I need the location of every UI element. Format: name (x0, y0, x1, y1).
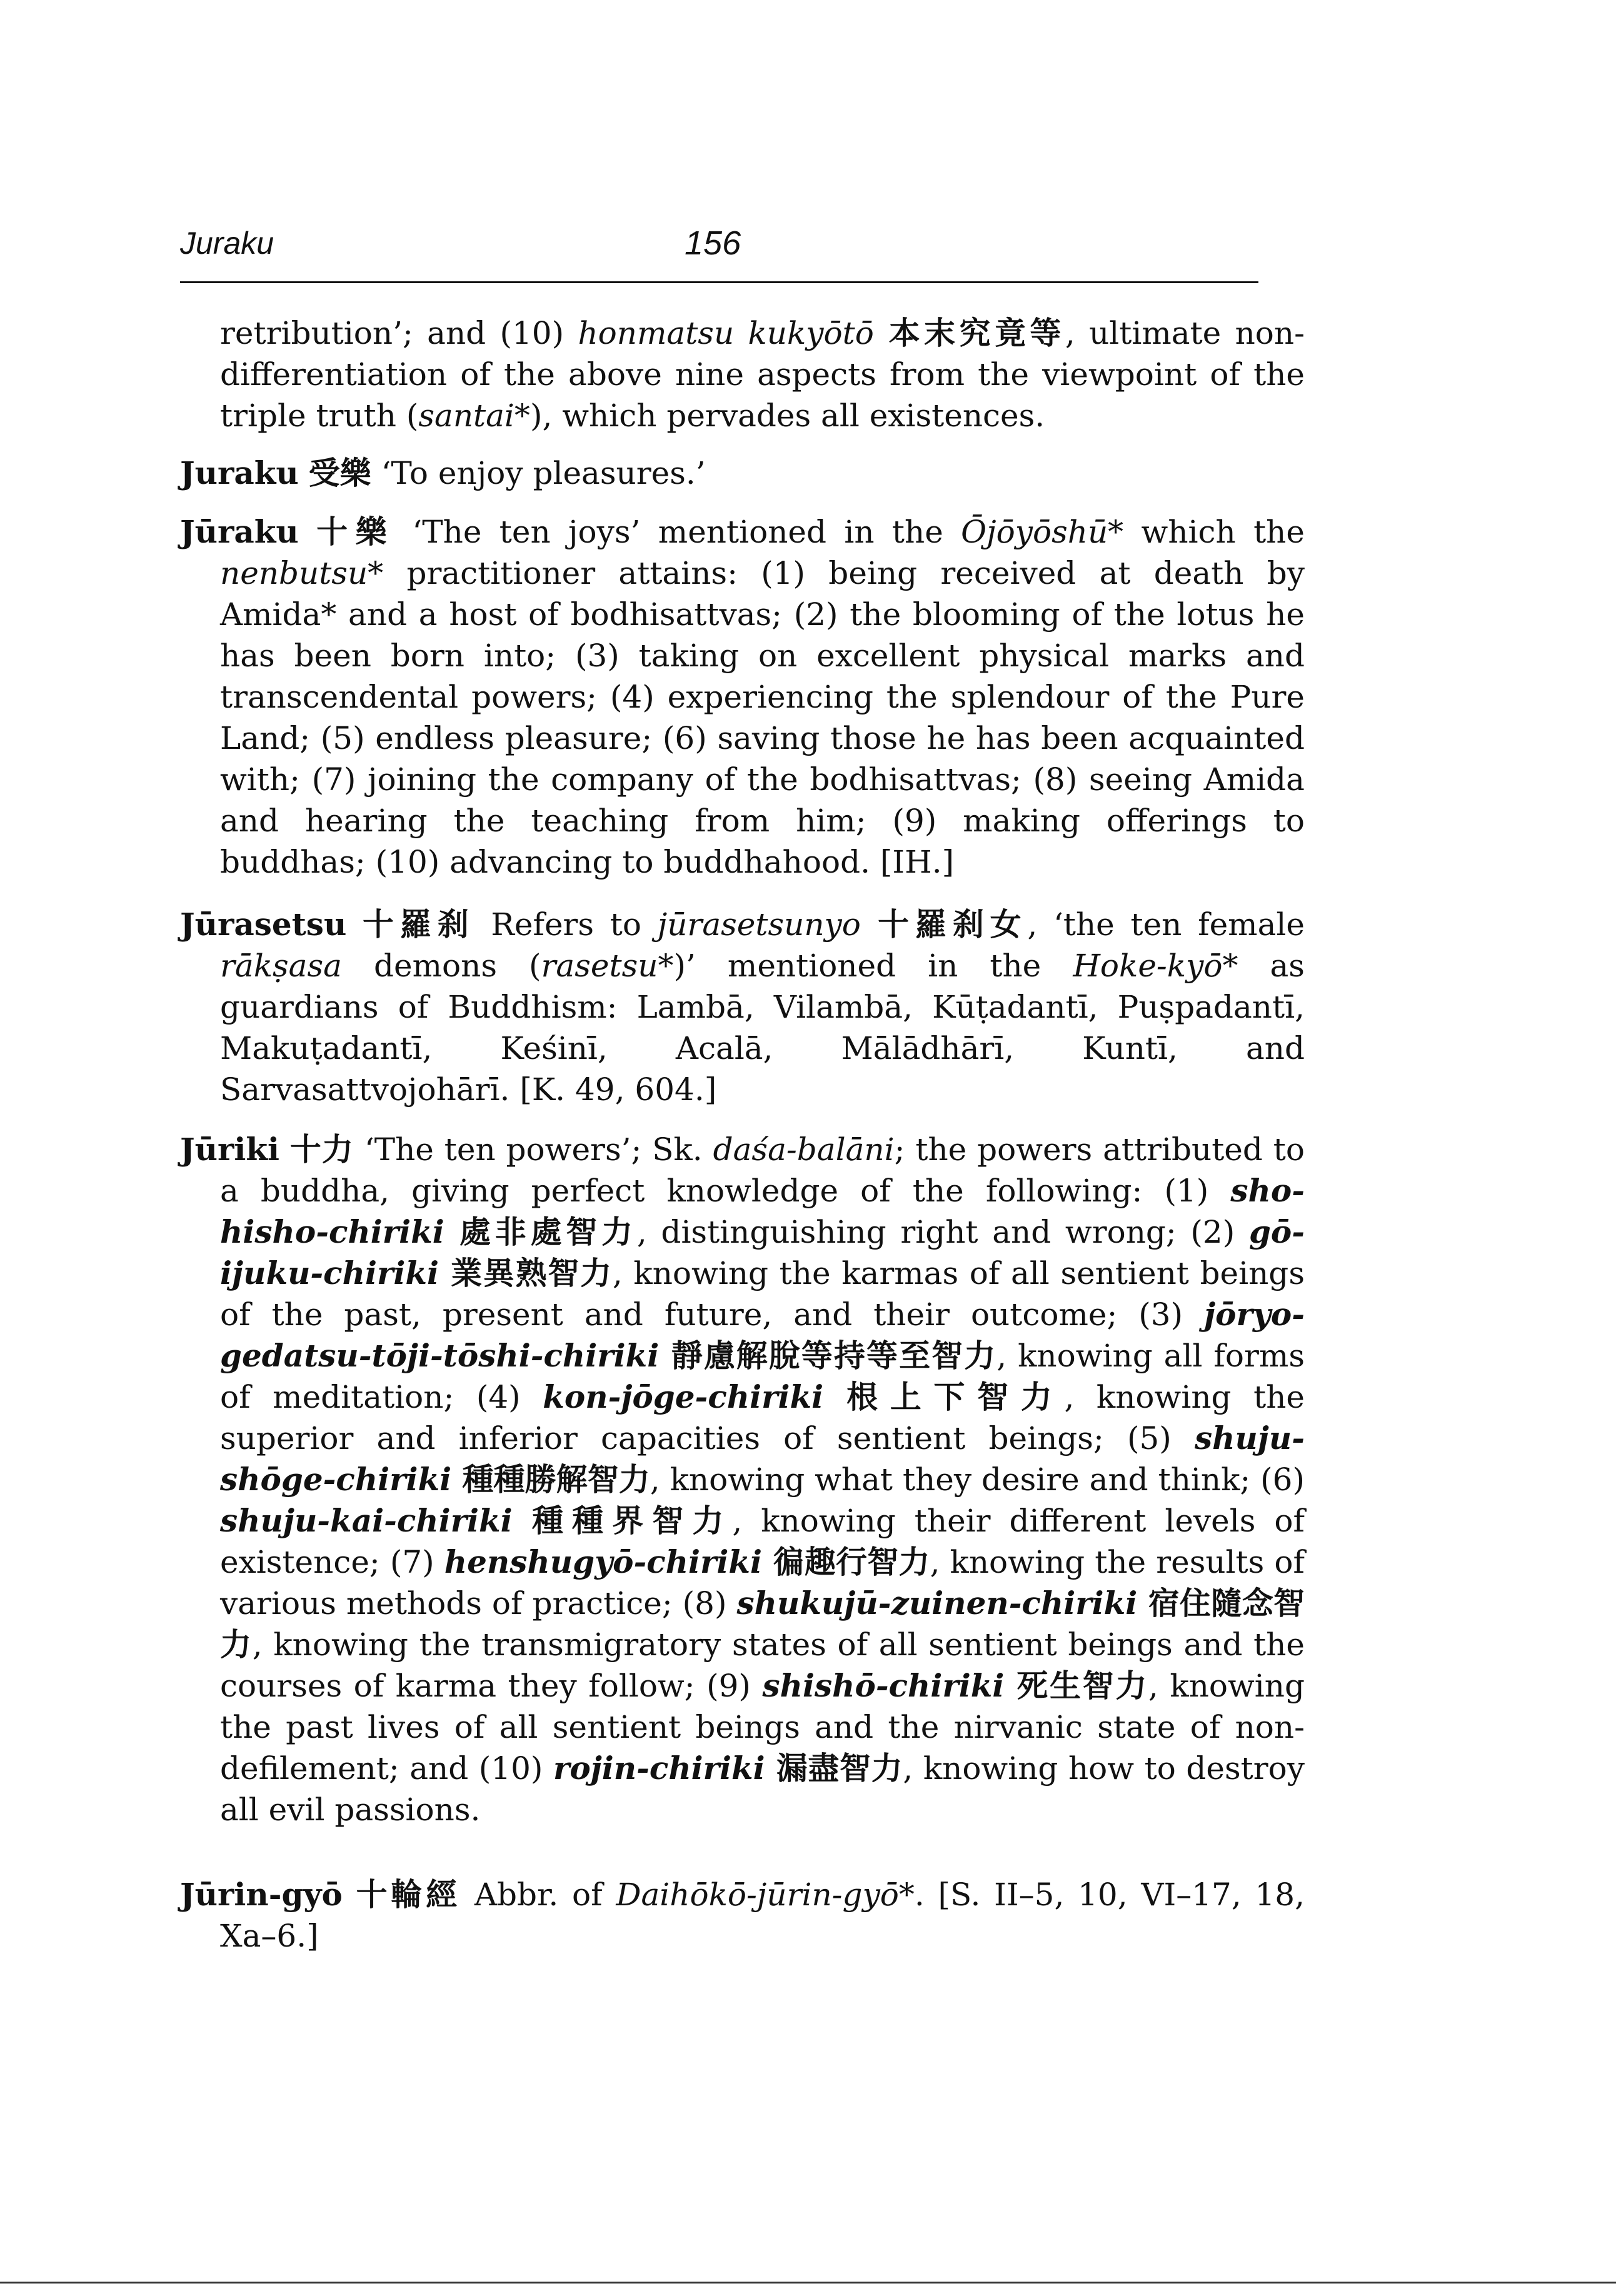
cjk-term: 本末究竟等 (873, 315, 1065, 351)
text-run: which the (1123, 514, 1305, 550)
text-run: practitioner attains: (1) being received at death by Amida* and a host of bodhisattvas; (2) the blooming of the lotus he has been born into; (3) taking on excellent physical marks and transcendental powers; (4) experiencing the splendour of the Pure Land; (5) endless pleasure; (6) saving those he has been acquainted with; (7) joining the company of the bodhisattvas; (8) seeing Amida and hearing the teaching from him; (9) making offerings to buddhas; (10) advancing to buddhahood. [IH.] (220, 555, 1305, 880)
entry-jurasetsu (180, 904, 1305, 1110)
headword: Juraku (180, 454, 299, 491)
power-desc-6: , knowing their different levels of existence; (7) (220, 1503, 1305, 1580)
power-term-3: jōryo-gedatsu-tōji-tōshi-chiriki (220, 1296, 1305, 1374)
text-run: Refers to (491, 906, 658, 943)
power-desc-7: , knowing the results of various methods of practice; (8) (220, 1544, 1305, 1622)
power-desc-10: , knowing how to destroy all evil passions. (220, 1750, 1305, 1828)
text-run: as guardians of Buddhism: Lambā, Vilambā, Kūṭadantī, Puṣpadantī, Makuṭadantī, Keśinī, Acalā, Mālādhārī, Kuntī, and Sarvasattvojohārī. [K. 49, 604.] (220, 948, 1305, 1108)
cross-reference: Ōjōyōshū* (961, 514, 1124, 550)
sanskrit-term: daśa-balāni (713, 1131, 895, 1168)
headword-cjk: 十樂 (316, 514, 395, 550)
header-rule (180, 281, 1258, 283)
text-run: ; the powers attributed to a buddha, giving perfect knowledge of the following: (1) (220, 1131, 1305, 1209)
power-desc-3: , knowing all forms of meditation; (4) (220, 1338, 1305, 1415)
entry-continuation (180, 313, 1305, 436)
power-term-10: rojin-chiriki (553, 1750, 765, 1787)
headword-cjk: 十羅刹 (363, 906, 475, 943)
headword: Jūrasetsu (180, 906, 347, 943)
text-run: Abbr. of (474, 1877, 616, 1913)
power-desc-2: , knowing the karmas of all sentient beings of the past, present and future, and their outcome; (3) (220, 1255, 1305, 1333)
power-cjk-6: 種種界智力 (512, 1503, 733, 1539)
headword: Jūriki (180, 1131, 279, 1168)
entry-juraku-ten-joys (180, 511, 1305, 883)
entry-jurin-gyo (180, 1874, 1305, 1957)
power-desc-1: , distinguishing right and wrong; (2) (636, 1214, 1249, 1250)
power-term-5: shuju-shōge-chiriki (220, 1420, 1305, 1498)
headword: Jūrin-gyō (180, 1876, 343, 1913)
text-run: retribution’; and (10) (220, 315, 578, 351)
page-edge-line (0, 2282, 1616, 2283)
power-cjk-2: 業異熟智力 (438, 1255, 613, 1291)
headword-cjk: 十力 (289, 1131, 354, 1168)
power-cjk-3: 靜慮解脫等持等至智力 (659, 1338, 997, 1374)
headword: Jūraku (180, 513, 299, 550)
cross-reference: nenbutsu* (220, 555, 384, 591)
cross-reference: rasetsu* (541, 948, 674, 984)
entry-juraku-enjoy (180, 453, 1305, 494)
text-run: ‘The ten joys’ mentioned in the (412, 514, 961, 550)
power-desc-5: , knowing what they desire and think; (6) (650, 1461, 1305, 1498)
power-term-2: gō-ijuku-chiriki (220, 1213, 1305, 1291)
power-cjk-5: 種種勝解智力 (451, 1461, 650, 1498)
power-term-8: shukujū-zuinen-chiriki (736, 1585, 1138, 1622)
power-desc-9: , knowing the past lives of all sentient beings and the nirvanic state of non-defilement; and (10) (220, 1668, 1305, 1787)
cross-reference: Daihōkō-jūrin-gyō* (616, 1877, 915, 1913)
cross-reference: santai* (418, 398, 530, 434)
power-term-1: sho-hisho-chiriki (220, 1172, 1305, 1250)
power-cjk-10: 漏盡智力 (765, 1750, 903, 1787)
text-run: demons ( (341, 948, 541, 984)
power-cjk-7: 徧趣行智力 (762, 1544, 930, 1580)
headword-cjk: 受樂 (308, 455, 371, 491)
text-run: )’ mentioned in the (673, 948, 1073, 984)
power-desc-4: , knowing the superior and inferior capacities of sentient beings; (5) (220, 1379, 1305, 1456)
power-term-6: shuju-kai-chiriki (220, 1502, 513, 1539)
term-italic: rākṣasa (220, 948, 342, 984)
text-run: . [S. II–5, 10, VI–17, 18, Xa–6.] (220, 1877, 1305, 1954)
power-cjk-9: 死生智力 (1004, 1668, 1148, 1704)
text-run: , ultimate non-differentiation of the above nine aspects from the viewpoint of the triple truth ( (220, 315, 1305, 434)
text-run: ), which pervades all existences. (529, 398, 1045, 434)
entry-juriki (180, 1129, 1305, 1830)
term-italic: jūrasetsunyo (657, 906, 861, 943)
term-italic: honmatsu kukyōtō (578, 315, 874, 351)
power-term-9: shishō-chiriki (762, 1667, 1005, 1704)
headword-cjk: 十輪經 (356, 1877, 461, 1913)
power-cjk-4: 根上下智力 (823, 1379, 1065, 1415)
power-term-7: henshugyō-chiriki (444, 1543, 763, 1580)
page-number: 156 (685, 224, 741, 262)
cross-reference: Hoke-kyō* (1073, 948, 1238, 984)
running-head: Juraku (180, 226, 274, 261)
power-term-4: kon-jōge-chiriki (543, 1378, 824, 1415)
text-run: ‘The ten powers’; Sk. (364, 1131, 713, 1168)
power-cjk-1: 處非處智力 (444, 1214, 637, 1250)
power-cjk-8: 宿住隨念智力 (220, 1585, 1305, 1663)
definition: ‘To enjoy pleasures.’ (381, 455, 706, 491)
cjk-term: 十羅刹女 (860, 906, 1028, 943)
power-desc-8: , knowing the transmigratory states of all sentient beings and the courses of karma they follow; (9) (220, 1627, 1305, 1704)
text-run: , ‘the ten female (1027, 906, 1305, 943)
